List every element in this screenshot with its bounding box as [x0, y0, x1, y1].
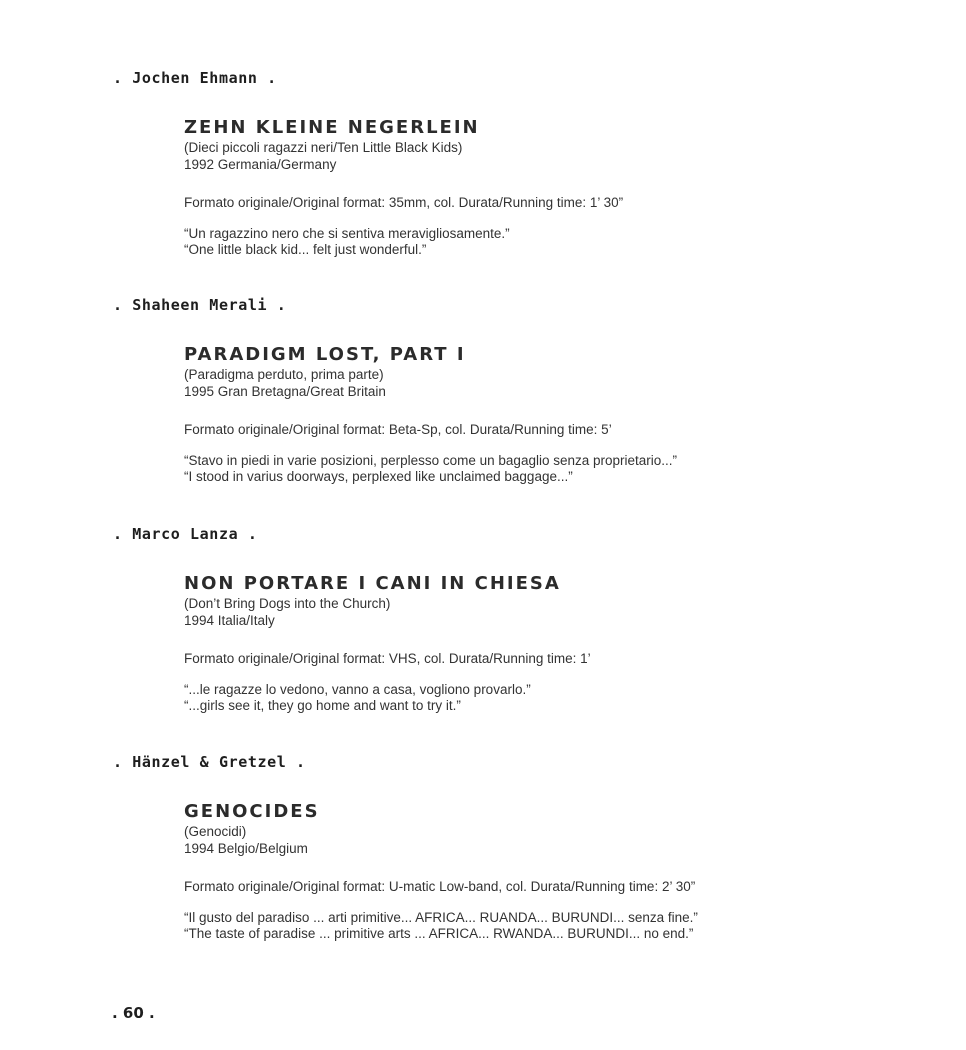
film-format: Formato originale/Original format: Beta-Sp, col. Durata/Running time: 5’	[184, 422, 612, 437]
quote-italian: “Un ragazzino nero che si sentiva meravigliosamente.”	[184, 226, 510, 241]
film-quotes	[184, 910, 904, 941]
film-details	[184, 573, 904, 713]
film-subtitle: (Paradigma perduto, prima parte)	[184, 367, 384, 382]
film-title: PARADIGM LOST, PART I	[184, 344, 466, 365]
film-year-country: 1992 Germania/Germany	[184, 157, 337, 172]
quote-english: “The taste of paradise ... primitive arts ... AFRICA... RWANDA... BURUNDI... no end.”	[184, 925, 694, 941]
quote-italian: “Stavo in piedi in varie posizioni, perplesso come un bagaglio senza proprietario...”	[184, 453, 678, 468]
film-format: Formato originale/Original format: VHS, col. Durata/Running time: 1’	[184, 651, 591, 666]
quote-italian: “Il gusto del paradiso ... arti primitive... AFRICA... RUANDA... BURUNDI... senza fine.”	[184, 910, 698, 925]
author-name: . Hänzel & Gretzel .	[113, 753, 306, 771]
film-subtitle: (Dieci piccoli ragazzi neri/Ten Little Black Kids)	[184, 140, 463, 155]
quote-english: “I stood in varius doorways, perplexed like unclaimed baggage...”	[184, 468, 573, 484]
author-name: . Marco Lanza .	[113, 525, 258, 543]
film-details	[184, 117, 904, 257]
film-details	[184, 344, 904, 484]
film-quotes	[184, 226, 904, 257]
page-number: . 60 .	[112, 1004, 155, 1022]
film-title: GENOCIDES	[184, 801, 320, 822]
author-name: . Jochen Ehmann .	[113, 69, 277, 87]
film-format: Formato originale/Original format: 35mm, col. Durata/Running time: 1’ 30”	[184, 195, 624, 210]
film-quotes	[184, 682, 904, 713]
film-year-country: 1994 Belgio/Belgium	[184, 841, 308, 856]
film-format: Formato originale/Original format: U-matic Low-band, col. Durata/Running time: 2’ 30”	[184, 879, 696, 894]
film-subtitle: (Genocidi)	[184, 824, 247, 839]
author-name: . Shaheen Merali .	[113, 296, 287, 314]
film-year-country: 1995 Gran Bretagna/Great Britain	[184, 384, 386, 399]
quote-italian: “...le ragazze lo vedono, vanno a casa, vogliono provarlo.”	[184, 682, 531, 697]
film-subtitle: (Don’t Bring Dogs into the Church)	[184, 596, 391, 611]
film-title: ZEHN KLEINE NEGERLEIN	[184, 117, 480, 138]
quote-english: “...girls see it, they go home and want to try it.”	[184, 697, 461, 713]
film-title: NON PORTARE I CANI IN CHIESA	[184, 573, 561, 594]
film-year-country: 1994 Italia/Italy	[184, 613, 275, 628]
quote-english: “One little black kid... felt just wonderful.”	[184, 241, 427, 257]
film-quotes	[184, 453, 904, 484]
film-details	[184, 801, 904, 941]
